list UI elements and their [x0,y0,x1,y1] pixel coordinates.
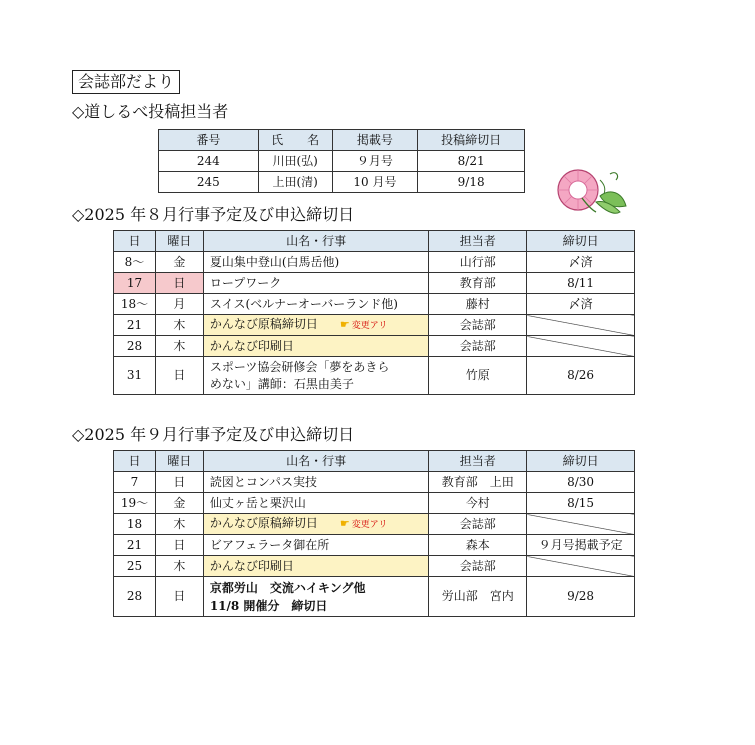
number-cell: 244 [159,151,259,172]
issue-cell: 10 月号 [332,172,418,193]
deadline-cell: 8/30 [527,472,635,493]
person-cell: 会誌部 [429,556,527,577]
person-cell: 会誌部 [429,336,527,357]
header-cell: 氏 名 [258,130,332,151]
deadline-cell: 8/15 [527,493,635,514]
change-flag-label: 変更アリ [351,320,388,331]
deadline-cell [527,294,635,315]
deadline-cell: 8/11 [527,273,635,294]
header-cell: 曜日 [155,231,203,252]
person-cell: 教育部 上田 [429,472,527,493]
change-flag [339,516,388,530]
weekday-cell: 金 [155,252,203,273]
deadline-cell-empty [527,336,635,357]
weekday-cell: 日 [155,577,203,617]
event-text-line: 11/8 開催分 締切日 [209,598,328,613]
page-title: 会誌部だより [72,70,180,94]
event-cell: かんなび印刷日 [203,556,429,577]
weekday-cell: 金 [155,493,203,514]
name-cell: 上田(清) [258,172,332,193]
deadline-done-mark: 〆済 [568,254,593,269]
september-heading: ◇2025 年９月行事予定及び申込締切日 [72,425,355,444]
number-cell: 245 [159,172,259,193]
table-header-row [114,451,635,472]
table-row [114,514,635,535]
event-cell: 夏山集中登山(白馬岳他) [203,252,429,273]
event-text-line: 京都労山 交流ハイキング他 [209,580,366,595]
header-cell: 担当者 [429,231,527,252]
weekday-cell: 月 [155,294,203,315]
table-row [114,577,635,617]
header-cell: 締切日 [527,231,635,252]
august-schedule-table [113,230,635,395]
pointing-hand-icon: ☛ [339,317,350,331]
person-cell: 森本 [429,535,527,556]
person-cell: 今村 [429,493,527,514]
event-cell [203,357,429,395]
deadline-cell-empty [527,514,635,535]
deadline-cell: 8/21 [418,151,525,172]
weekday-cell: 日 [155,273,203,294]
deadline-cell-empty [527,315,635,336]
table-row [114,336,635,357]
header-cell: 担当者 [429,451,527,472]
event-cell [203,577,429,617]
person-cell: 会誌部 [429,315,527,336]
day-cell: 17 [114,273,156,294]
header-cell: 掲載号 [332,130,418,151]
table-header-row [159,130,525,151]
person-cell: 山行部 [429,252,527,273]
header-cell: 曜日 [155,451,203,472]
deadline-cell: 9/18 [418,172,525,193]
deadline-cell-empty [527,556,635,577]
deadline-done-mark: 〆済 [568,296,593,311]
event-cell: ロープワーク [203,273,429,294]
event-text: かんなび原稿締切日 [209,515,318,530]
table-row [114,357,635,395]
event-cell [203,514,429,535]
morning-glory-icon [556,166,632,222]
day-cell: 7 [114,472,156,493]
table-row [114,315,635,336]
day-cell: 28 [114,577,156,617]
header-cell: 日 [114,231,156,252]
guide-heading: ◇道しるべ投稿担当者 [72,102,229,121]
table-row [114,294,635,315]
person-cell: 労山部 宮内 [429,577,527,617]
change-flag [339,317,388,331]
pointing-hand-icon: ☛ [339,516,350,530]
deadline-cell: ９月号掲載予定 [527,535,635,556]
table-row [114,252,635,273]
deadline-cell: 8/26 [527,357,635,395]
weekday-cell: 日 [155,535,203,556]
table-row [114,472,635,493]
event-cell: ビアフェラータ御在所 [203,535,429,556]
table-row [114,535,635,556]
deadline-cell: 9/28 [527,577,635,617]
header-cell: 日 [114,451,156,472]
table-row [159,172,525,193]
name-cell: 川田(弘) [258,151,332,172]
person-cell: 教育部 [429,273,527,294]
guide-table [158,129,525,193]
table-row [159,151,525,172]
change-flag-label: 変更アリ [351,519,388,530]
day-cell: 28 [114,336,156,357]
day-cell: 25 [114,556,156,577]
weekday-cell: 木 [155,514,203,535]
event-cell: 仙丈ヶ岳と栗沢山 [203,493,429,514]
issue-cell: ９月号 [332,151,418,172]
event-cell: かんなび印刷日 [203,336,429,357]
day-cell: 19～ [114,493,156,514]
header-cell: 締切日 [527,451,635,472]
event-text: かんなび原稿締切日 [209,316,318,331]
day-cell: 8～ [114,252,156,273]
person-cell: 藤村 [429,294,527,315]
weekday-cell: 日 [155,357,203,395]
weekday-cell: 木 [155,336,203,357]
day-cell: 18 [114,514,156,535]
table-row [114,493,635,514]
event-text-line: めない」講師：石黒由美子 [209,376,354,391]
person-cell: 竹原 [429,357,527,395]
event-text-line: スポーツ協会研修会「夢をあきら [209,359,390,374]
day-cell: 21 [114,535,156,556]
day-cell: 18～ [114,294,156,315]
deadline-cell [527,252,635,273]
weekday-cell: 木 [155,556,203,577]
table-header-row [114,231,635,252]
table-row [114,273,635,294]
table-row [114,556,635,577]
event-cell: スイス(ベルナーオーバーランド他) [203,294,429,315]
august-heading: ◇2025 年８月行事予定及び申込締切日 [72,205,355,224]
header-cell: 番号 [159,130,259,151]
day-cell: 21 [114,315,156,336]
header-cell: 山名・行事 [203,231,429,252]
september-schedule-table [113,450,635,617]
weekday-cell: 日 [155,472,203,493]
header-cell: 投稿締切日 [418,130,525,151]
event-cell: 読図とコンパス実技 [203,472,429,493]
person-cell: 会誌部 [429,514,527,535]
weekday-cell: 木 [155,315,203,336]
header-cell: 山名・行事 [203,451,429,472]
event-cell [203,315,429,336]
day-cell: 31 [114,357,156,395]
